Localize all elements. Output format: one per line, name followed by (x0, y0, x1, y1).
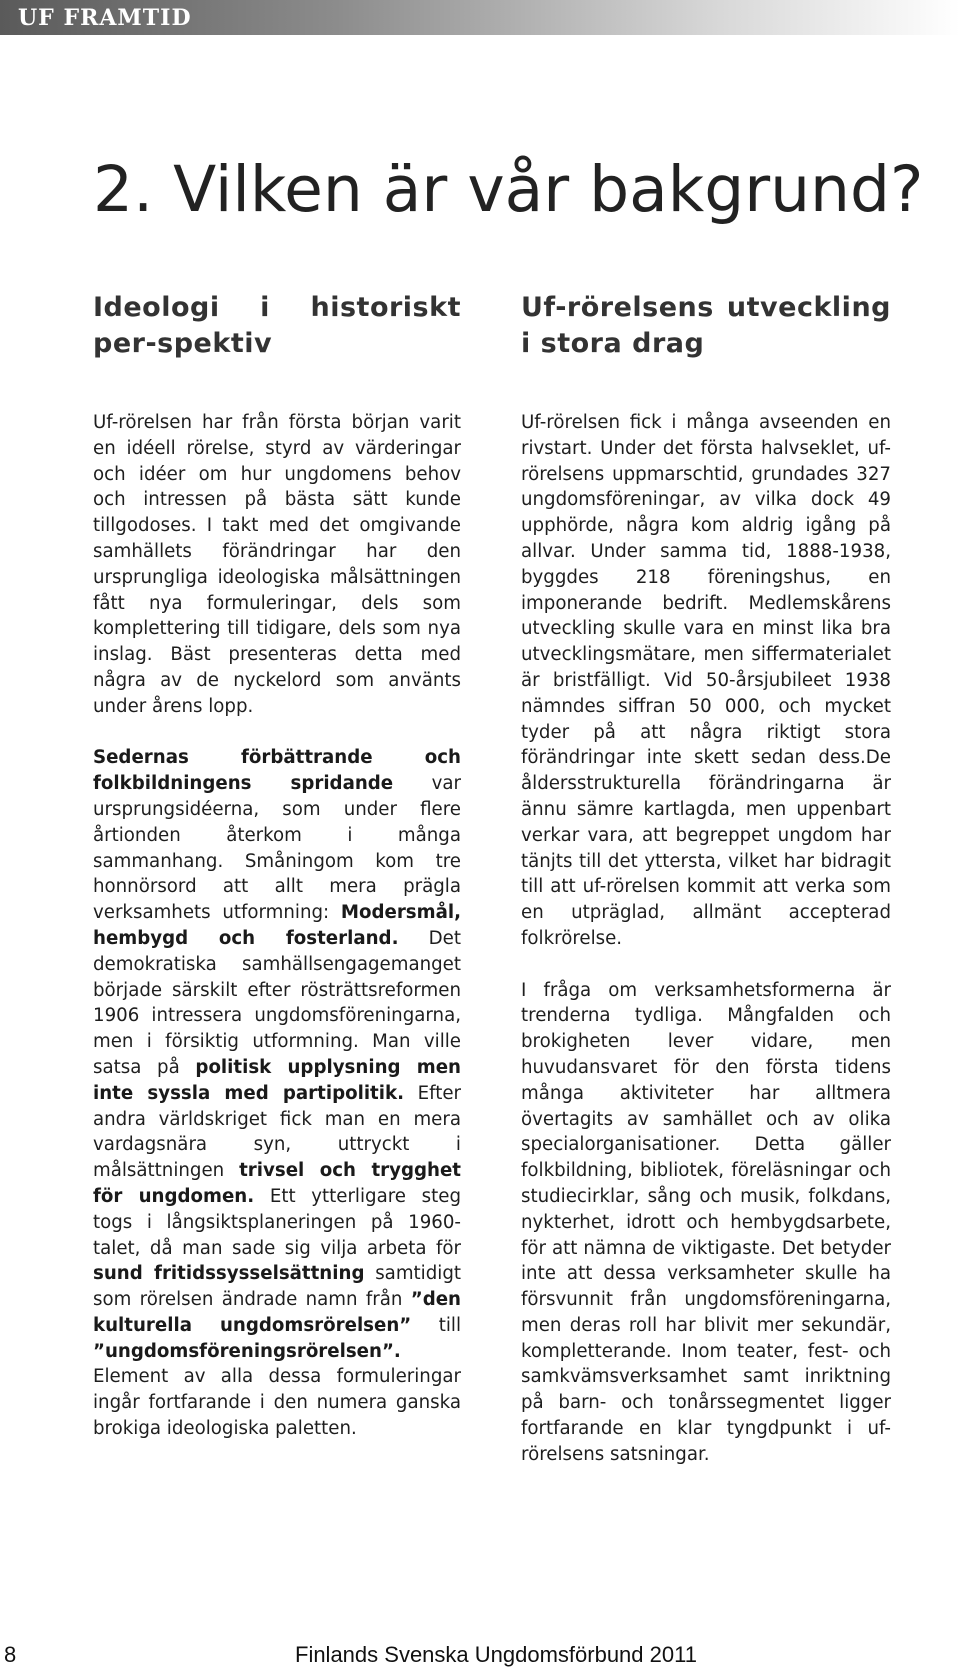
keyword-modersmal: Modersmål, hembygd och fosterland. (93, 902, 461, 949)
text-span: Element av alla dessa formuleringar ingår fortfarande i den numera ganska brokiga ideologiska paletten. (93, 1366, 461, 1440)
left-column-heading: Ideologi i historiskt per-spektiv (93, 292, 461, 359)
text-span: till (411, 1314, 461, 1336)
text-span: var ursprungsidéerna, som under flere årtionden återkom i många sammanhang. Småningom kom tre honnörsord att allt mera prägla verksamhets utformning: (93, 773, 461, 924)
page-number: 8 (4, 1642, 17, 1667)
text-span: Det demokratiska samhällsengagemanget började särskilt efter rösträttsreformen 1906 intressera ungdomsföreningarna, men i försiktig utformning. Man ville satsa på (93, 927, 462, 1078)
right-paragraph-1: Uf-rörelsen fick i många avseenden en rivstart. Under det första halvseklet, uf-rörelsens uppmarschtid, grundades 327 ungdomsföreningar, av vilka dock 49 upphörde, några kom aldrig igång på allvar. Under samma tid, 1888-1938, byggdes 218 föreningshus, en imponerande bedrift. Medlemskårens utveckling skulle vara en minst lika bra utvecklingsmätare, men siffermaterialet är bristfälligt. Vid 50-årsjubileet 1938 nämndes siffran 50 000, och mycket tyder på att några riktigt stora förändringar inte skett sedan dess.De åldersstrukturella förändringarna är ännu sämre kartlagda, men uppenbart verkar vara, att begreppet ungdom har tänjts till det yttersta, vilket har bidragit till att uf-rörelsen kommit att verka som en utpräglad, allmänt accepterad folkrörelse. (521, 412, 891, 949)
header-band (0, 0, 960, 35)
right-paragraph-2: I fråga om verksamhetsformerna är trenderna tydliga. Mångfalden och brokigheten lever vidare, men huvudansvaret för den första tidens många aktiviteter har alltmera övertagits av samhället och av olika specialorganisationer. Detta gäller folkbildning, bibliotek, föreläsningar och studiecirklar, sång och musik, folkdans, nykterhet, idrott och hembygdsarbete, för att nämna de viktigaste. Det betyder inte att dessa verksamheter skulle ha försvunnit från ungdomsföreningarna, men deras roll har blivit mer sekundär, kompletterande. Inom teater, fest- och samkvämsverksamhet samt inriktning på barn- och tonårssegmentet ligger fortfarande en klar tyngdpunkt i uf-rörelsens satsningar. (521, 979, 891, 1465)
right-column (521, 290, 891, 1493)
left-column (93, 290, 461, 1468)
keyword-sedernas: Sedernas förbättrande och folkbildningens spridande (93, 747, 461, 795)
header-title: UF FRAMTID (18, 5, 192, 31)
text-span: Ett ytterligare steg togs i långsiktsplaneringen på 1960-talet, då man sade sig vilja arbeta för (93, 1185, 461, 1259)
text-span: Efter andra världskriget fick man en mera vardagsnära syn, uttryckt i målsättningen (93, 1082, 461, 1182)
text-span: samtidigt som rörelsen ändrade namn från (93, 1263, 462, 1311)
keyword-trivsel: trivsel och trygghet för ungdomen. (93, 1160, 461, 1207)
footer-text: Finlands Svenska Ungdomsförbund 2011 (295, 1642, 697, 1667)
left-paragraph-1: Uf-rörelsen har från första början varit en idéell rörelse, styrd av värderingar och idéer om hur ungdomens behov och intressen på bästa sätt kunde tillgodoses. I takt med det omgivande samhällets förändringar har den ursprungliga ideologiska målsättningen fått nya formuleringar, dels som komplettering till tidigare, dels som nya inslag. Bäst presenteras detta med några av de nyckelord som använts under årens lopp. (93, 412, 461, 717)
keyword-kulturella: ”den kulturella ungdomsrörelsen” (93, 1289, 461, 1336)
keyword-sund-fritid: sund fritidssysselsättning (93, 1263, 365, 1285)
right-column-heading: Uf-rörelsens utveckling i stora drag (521, 292, 891, 359)
keyword-ungdomsforeningsrorelsen: ”ungdomsföreningsrörelsen”. (93, 1340, 401, 1362)
left-paragraph-2 (93, 745, 461, 1442)
keyword-politisk-upplysning: politisk upplysning men inte syssla med partipolitik. (93, 1056, 461, 1104)
page-title: 2. Vilken är vår bakgrund? (93, 153, 924, 226)
